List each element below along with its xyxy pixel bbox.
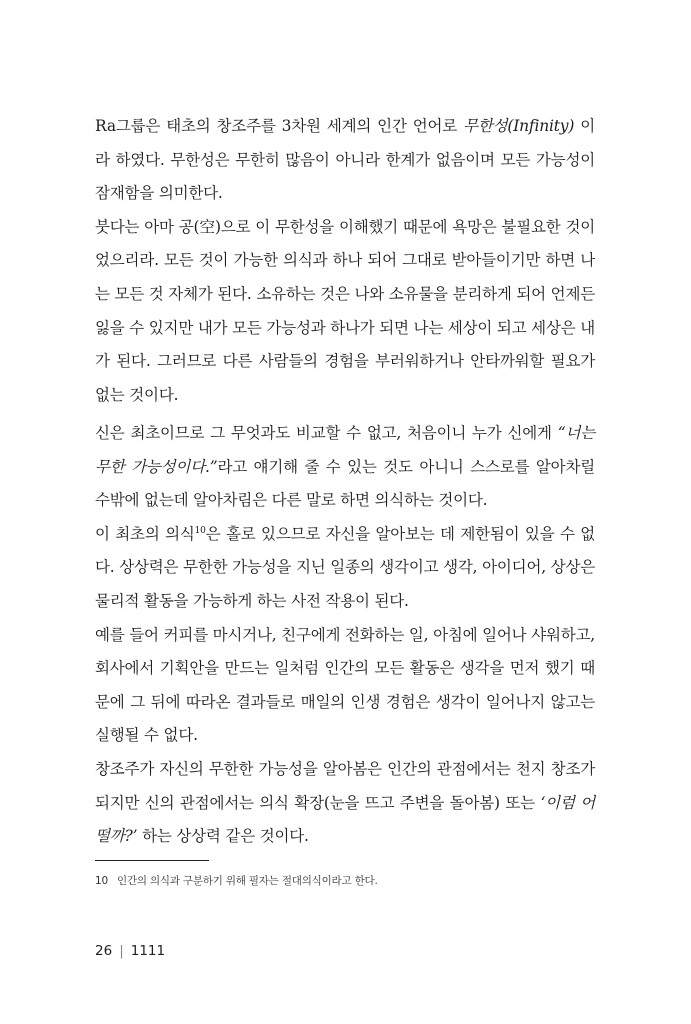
text-run: 하는 상상력 같은 것이다. [137, 827, 309, 846]
book-title: 1111 [130, 943, 166, 959]
paragraph: 붓다는 아마 공(空)으로 이 무한성을 이해했기 때문에 욕망은 불필요한 것이었으리라. 모든 것이 가능한 의식과 하나 되어 그대로 받아들이기만 하면 나는 모든 것 자체가 된다. 소유하는 것은 나와 소유물을 분리하게 되어 언제든 잃을 수 있지만 내가 모든 가능성과 하나가 되면 나는 세상이 되고 세상은 내가 된다. 그러므로 다른 사람들의 경험을 부러워하거나 안타까워할 필요가 없는 것이다. [95, 217, 595, 404]
text-run: 이 최초의 의식 [95, 524, 195, 543]
text-block-2 [95, 417, 595, 854]
text-run: 은 홀로 있으므로 자신을 알아보는 데 제한됨이 있을 수 없다. 상상력은 무한한 가능성을 지닌 일종의 생각이고 생각, 아이디어, 상상은 물리적 활동을 가능하게 하는 사전 작용이 된다. [95, 524, 596, 610]
text-run: Ra그룹은 태초의 창조주를 3차원 세계의 인간 언어로 [95, 117, 464, 135]
text-run: 창조주가 자신의 무한한 가능성을 알아봄은 인간의 관점에서는 천지 창조가 되지만 신의 관점에서는 의식 확장(눈을 뜨고 주변을 돌아봄) 또는 [95, 759, 595, 812]
paragraph [95, 417, 595, 518]
paragraph [95, 518, 595, 619]
page-folio [95, 943, 165, 959]
paragraph [95, 753, 595, 854]
text-block-1 [95, 110, 595, 412]
italic-quote: ‘이럼 어떨까?’ [95, 793, 595, 846]
folio-separator: | [119, 943, 124, 959]
footnote-reference: 10 [194, 525, 206, 536]
paragraph [95, 110, 595, 211]
page-number: 26 [95, 943, 113, 959]
italic-term: 무한성(Infinity) [463, 117, 575, 135]
footnote-divider [95, 860, 209, 861]
paragraph: 예를 들어 커피를 마시거나, 친구에게 전화하는 일, 아침에 일어나 샤워하고, 회사에서 기획안을 만드는 일처럼 인간의 모든 활동은 생각을 먼저 했기 때문에 그 뒤에 따라온 결과들로 매일의 인생 경험은 생각이 일어나지 않고는 실행될 수 없다. [95, 625, 595, 745]
footnote-text: 인간의 의식과 구분하기 위해 필자는 절대의식이라고 한다. [117, 875, 378, 887]
text-run: 라고 얘기해 줄 수 있는 것도 아니니 스스로를 알아차릴 수밖에 없는데 알아차림은 다른 말로 하면 의식하는 것이다. [95, 457, 595, 510]
footnote [95, 873, 595, 888]
text-run: 이라 하였다. 무한성은 무한히 많음이 아니라 한계가 없음이며 모든 가능성이 잠재함을 의미한다. [95, 117, 595, 203]
footnote-number: 10 [95, 875, 108, 887]
italic-quote: “너는 무한 가능성이다.” [95, 424, 595, 476]
text-run: 신은 최초이므로 그 무엇과도 비교할 수 없고, 처음이니 누가 신에게 [95, 424, 558, 442]
